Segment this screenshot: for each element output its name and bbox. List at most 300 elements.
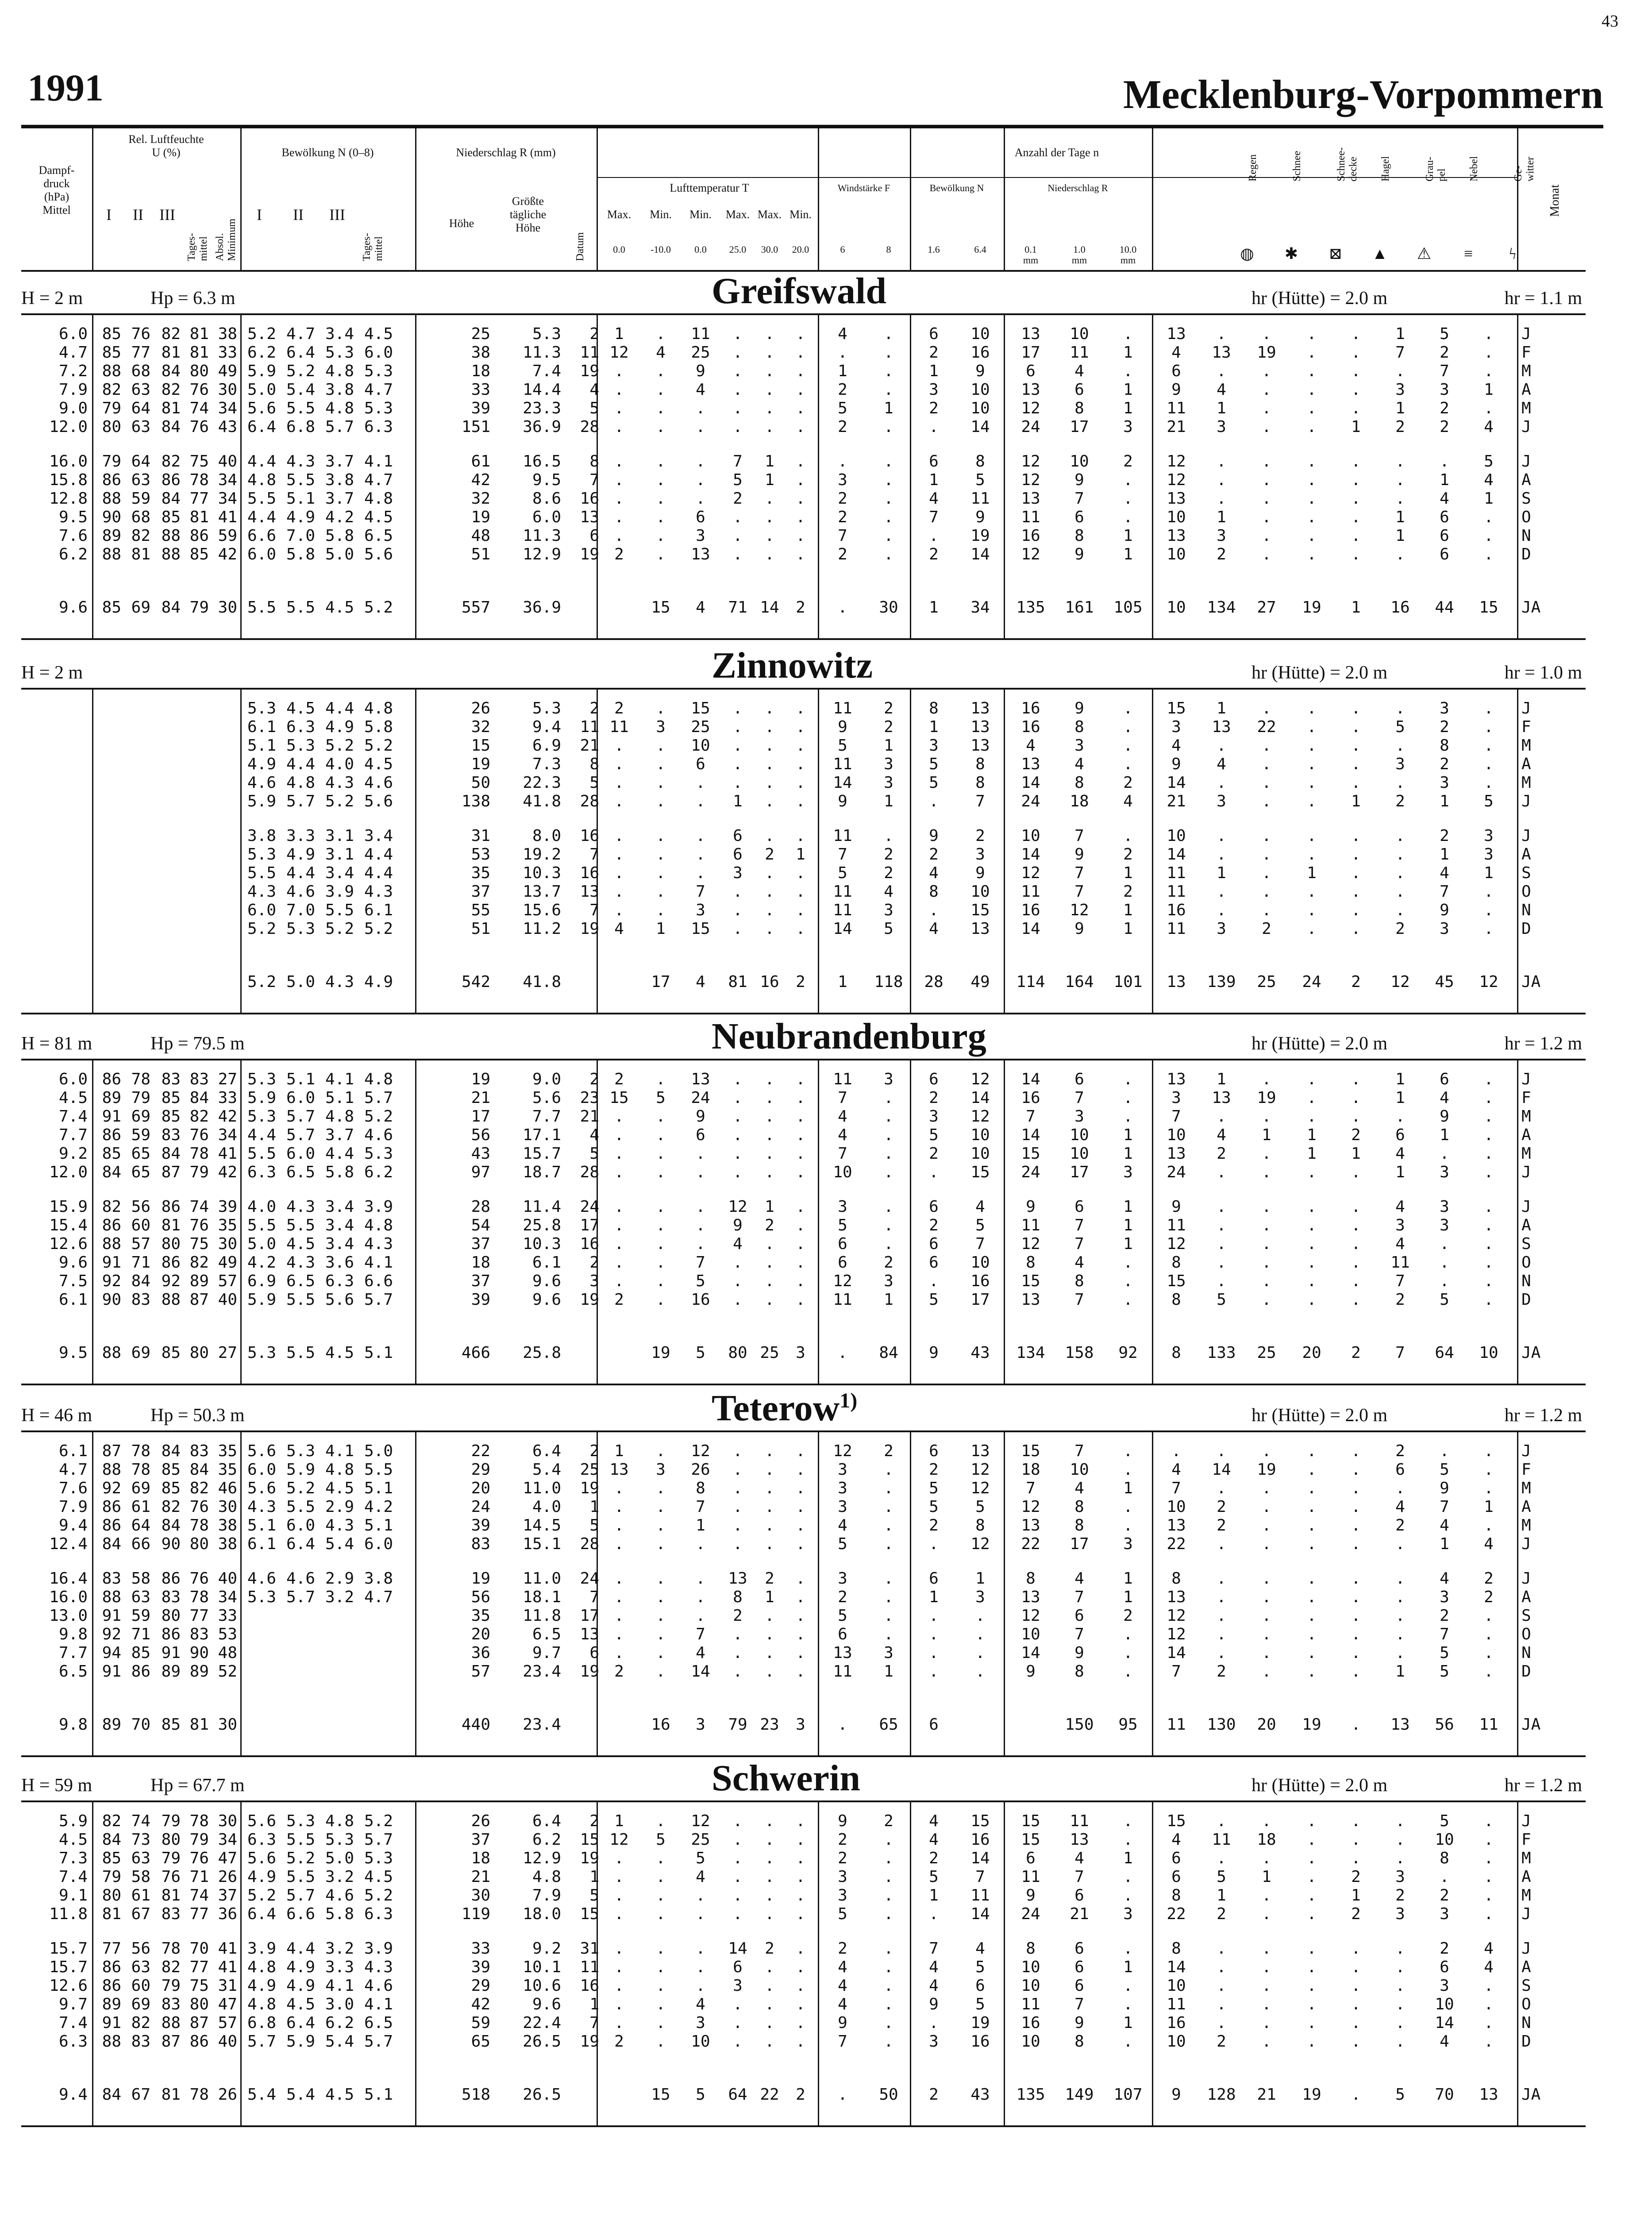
table-cell: 22.4 bbox=[523, 2014, 561, 2032]
table-cell: 1 bbox=[929, 1588, 939, 1606]
table-cell: 1 bbox=[1351, 792, 1361, 810]
station-section bbox=[21, 645, 1586, 1014]
table-cell: 2 bbox=[1217, 1145, 1226, 1163]
table-cell: 101 bbox=[1113, 973, 1143, 991]
table-cell: . bbox=[884, 1995, 893, 2013]
table-cell: 6.5 bbox=[532, 1625, 561, 1643]
table-cell: 13 bbox=[691, 545, 710, 563]
table-cell: . bbox=[765, 527, 774, 545]
table-cell: J bbox=[1521, 1442, 1531, 1460]
table-cell: . bbox=[765, 1958, 774, 1976]
station-name: Zinnowitz bbox=[712, 645, 873, 686]
table-cell: 73 bbox=[131, 1831, 150, 1849]
table-cell: 60 bbox=[131, 1216, 150, 1234]
table-cell: 8 bbox=[1074, 1272, 1084, 1290]
table-cell: 92 bbox=[102, 1479, 121, 1497]
table-cell: 35 bbox=[218, 1461, 237, 1479]
table-cell: 18.7 bbox=[523, 1163, 561, 1181]
table-cell: . bbox=[1123, 1662, 1133, 1681]
table-cell: 11 bbox=[833, 883, 852, 901]
table-cell bbox=[96, 920, 121, 938]
table-cell: . bbox=[614, 1107, 624, 1126]
table-cell: . bbox=[1307, 1107, 1317, 1126]
table-cell: M bbox=[1521, 774, 1531, 792]
table-cell: J bbox=[1521, 1939, 1531, 1958]
table-cell: 10 bbox=[1021, 1977, 1040, 1995]
table-cell: 61 bbox=[131, 1886, 150, 1905]
table-cell: 15 bbox=[691, 699, 710, 717]
graupel-icon: ⚠ bbox=[1417, 245, 1432, 262]
table-cell: 92 bbox=[161, 1272, 181, 1290]
table-cell: 2 bbox=[838, 381, 847, 399]
bewoelkung-header: Bewölkung N (0–8) bbox=[281, 146, 374, 159]
table-cell: . bbox=[796, 2014, 805, 2032]
table-cell: 85 bbox=[161, 1461, 181, 1479]
table-cell: 8 bbox=[1171, 1939, 1181, 1958]
table-cell: 1 bbox=[1262, 1126, 1271, 1144]
table-cell: 77 bbox=[131, 343, 150, 362]
table-cell: 75 bbox=[189, 452, 209, 470]
table-cell: J bbox=[1521, 452, 1531, 470]
table-cell: 22 bbox=[1257, 718, 1276, 736]
table-cell: 5.5 bbox=[247, 1216, 276, 1234]
table-cell: . bbox=[1307, 883, 1317, 901]
table-cell: 8 bbox=[929, 699, 939, 717]
table-cell: . bbox=[656, 490, 666, 508]
table-cell: 28 bbox=[580, 792, 599, 810]
table-cell: 6 bbox=[1440, 1958, 1449, 1976]
table-cell: M bbox=[1521, 1849, 1531, 1867]
table-cell: 5.3 bbox=[532, 699, 561, 717]
table-cell: 81 bbox=[189, 508, 209, 526]
table-cell: . bbox=[1262, 1535, 1271, 1553]
table-cell: 15 bbox=[1021, 1442, 1040, 1460]
table-cell: . bbox=[765, 901, 774, 919]
table-cell: J bbox=[1521, 1535, 1531, 1553]
table-cell bbox=[154, 718, 181, 736]
table-cell: 30 bbox=[471, 1886, 490, 1905]
station-table bbox=[21, 315, 1586, 640]
table-cell: 79 bbox=[728, 1716, 747, 1734]
table-cell: 13 bbox=[970, 1442, 990, 1460]
table-cell: . bbox=[796, 1479, 805, 1497]
table-cell: 7.9 bbox=[58, 381, 88, 399]
table-cell: 2 bbox=[589, 1812, 599, 1830]
table-cell: . bbox=[614, 508, 624, 526]
table-row bbox=[21, 1198, 1586, 1216]
table-cell bbox=[212, 792, 237, 811]
table-cell: 12 bbox=[1167, 1607, 1186, 1625]
table-cell: 65 bbox=[131, 1145, 150, 1163]
table-cell: 4 bbox=[1171, 1461, 1181, 1479]
table-cell: 5.3 bbox=[247, 1344, 276, 1362]
table-cell: 95 bbox=[1118, 1716, 1138, 1734]
table-cell: . bbox=[765, 2014, 774, 2032]
table-cell bbox=[96, 755, 121, 774]
table-cell: 14 bbox=[833, 774, 852, 792]
table-cell: 89 bbox=[102, 1089, 121, 1107]
table-cell: 90 bbox=[189, 1644, 209, 1662]
table-cell: 63 bbox=[131, 1588, 150, 1606]
table-cell: 59 bbox=[131, 490, 150, 508]
table-cell: 3 bbox=[884, 1070, 893, 1088]
table-cell: 6.4 bbox=[532, 1812, 561, 1830]
table-cell: 33 bbox=[218, 1089, 237, 1107]
table-cell: 3 bbox=[1484, 845, 1494, 864]
table-cell: 6.0 bbox=[364, 343, 393, 362]
table-cell: 3 bbox=[1217, 418, 1226, 436]
table-cell: 12 bbox=[1021, 452, 1040, 470]
table-cell: 5.5 bbox=[247, 598, 276, 617]
table-cell: 6.0 bbox=[58, 1070, 88, 1088]
table-cell: 5.8 bbox=[364, 718, 393, 736]
table-cell: . bbox=[1217, 1995, 1226, 2013]
table-cell: 5.5 bbox=[247, 1145, 276, 1163]
table-cell: 78 bbox=[189, 1516, 209, 1534]
table-cell: 2 bbox=[884, 845, 893, 864]
table-cell: 10 bbox=[1167, 1977, 1186, 1995]
header-rule bbox=[597, 177, 1517, 178]
table-cell: 2 bbox=[1123, 845, 1133, 864]
table-cell: . bbox=[1395, 1107, 1405, 1126]
table-cell: . bbox=[1262, 1070, 1271, 1088]
table-cell: 3 bbox=[884, 901, 893, 919]
table-cell: . bbox=[614, 471, 624, 489]
table-cell: 5.3 bbox=[364, 1145, 393, 1163]
table-cell: 6.5 bbox=[364, 2014, 393, 2032]
table-cell: . bbox=[656, 755, 666, 773]
table-cell: 3.4 bbox=[325, 1198, 354, 1216]
table-cell: . bbox=[656, 1145, 666, 1163]
table-cell: 3.7 bbox=[325, 1126, 354, 1144]
table-cell: 15.4 bbox=[49, 1216, 88, 1234]
table-cell: 1 bbox=[884, 399, 893, 417]
table-cell: 4 bbox=[589, 1126, 599, 1144]
table-cell: . bbox=[765, 1070, 774, 1088]
table-cell: 15 bbox=[1167, 699, 1186, 717]
table-cell: 4 bbox=[1074, 362, 1084, 380]
table-cell: . bbox=[765, 1849, 774, 1867]
table-cell: 12 bbox=[1390, 973, 1410, 991]
table-cell: 4.6 bbox=[286, 883, 315, 901]
table-row bbox=[21, 1442, 1586, 1461]
table-cell: 11 bbox=[833, 827, 852, 845]
table-cell: 14 bbox=[1021, 920, 1040, 938]
table-cell: 1 bbox=[1123, 1216, 1133, 1234]
table-cell: 6.3 bbox=[364, 1905, 393, 1923]
table-cell: . bbox=[765, 792, 774, 810]
table-cell: . bbox=[1351, 1958, 1361, 1976]
table-cell: 88 bbox=[161, 545, 181, 563]
table-cell: 24 bbox=[1021, 1905, 1040, 1923]
table-cell: 57 bbox=[131, 1235, 150, 1253]
table-cell: 26.5 bbox=[523, 2086, 561, 2104]
table-cell: . bbox=[1395, 490, 1405, 508]
table-cell: 6.0 bbox=[247, 545, 276, 563]
table-cell bbox=[243, 1662, 276, 1681]
table-cell: 19 bbox=[471, 755, 490, 773]
table-cell: 84 bbox=[189, 1089, 209, 1107]
table-cell: 7 bbox=[838, 527, 847, 545]
table-cell: 83 bbox=[189, 1442, 209, 1460]
table-cell: 19 bbox=[1257, 343, 1276, 362]
table-row bbox=[21, 1498, 1586, 1516]
table-cell: 18 bbox=[1021, 1461, 1040, 1479]
table-cell: 6 bbox=[975, 1977, 985, 1995]
table-cell: . bbox=[884, 1958, 893, 1976]
table-cell: 13 bbox=[580, 508, 599, 526]
table-cell bbox=[212, 755, 237, 774]
table-cell: 1 bbox=[589, 1498, 599, 1516]
table-cell: 4.5 bbox=[58, 1089, 88, 1107]
table-cell: 3 bbox=[1171, 718, 1181, 736]
table-cell: 3 bbox=[929, 736, 939, 755]
table-cell: 2 bbox=[929, 1461, 939, 1479]
table-cell: . bbox=[765, 1831, 774, 1849]
table-cell: 15 bbox=[471, 736, 490, 755]
table-cell: . bbox=[1307, 755, 1317, 773]
table-cell: O bbox=[1521, 508, 1531, 526]
table-cell: 84 bbox=[161, 418, 181, 436]
table-cell: 3.7 bbox=[325, 490, 354, 508]
table-cell: 107 bbox=[1113, 2086, 1143, 2104]
table-cell: 59 bbox=[218, 527, 237, 545]
table-cell: 3 bbox=[696, 1716, 705, 1734]
table-cell: 8 bbox=[1171, 1886, 1181, 1905]
table-cell: 20 bbox=[1302, 1344, 1321, 1362]
table-cell: 8 bbox=[929, 883, 939, 901]
table-cell: 7.4 bbox=[58, 1107, 88, 1126]
table-cell: 9 bbox=[1026, 1886, 1036, 1905]
table-cell bbox=[126, 736, 150, 755]
table-cell: 4 bbox=[1217, 381, 1226, 399]
gauge-height: hr = 1.2 m bbox=[1504, 1405, 1582, 1426]
table-cell: . bbox=[1217, 774, 1226, 792]
table-cell: 6 bbox=[1171, 1868, 1181, 1886]
table-cell: 6.0 bbox=[286, 1089, 315, 1107]
table-cell: . bbox=[1217, 1849, 1226, 1867]
table-cell: . bbox=[1262, 1498, 1271, 1516]
table-cell: 86 bbox=[102, 1216, 121, 1234]
table-cell: . bbox=[1262, 1886, 1271, 1905]
table-cell: 59 bbox=[131, 1607, 150, 1625]
table-cell: . bbox=[614, 1977, 624, 1995]
table-cell: 71 bbox=[131, 1253, 150, 1272]
table-cell: . bbox=[696, 490, 705, 508]
table-cell: 4.7 bbox=[286, 325, 315, 343]
table-cell: . bbox=[1484, 1886, 1494, 1905]
table-row bbox=[21, 1145, 1586, 1163]
table-cell: 88 bbox=[102, 1344, 121, 1362]
table-cell: 86 bbox=[102, 1498, 121, 1516]
table-cell: 17 bbox=[651, 973, 670, 991]
table-cell: . bbox=[1262, 1812, 1271, 1830]
table-cell: 4.3 bbox=[286, 1198, 315, 1216]
table-cell: 15.7 bbox=[523, 1145, 561, 1163]
table-cell: 4 bbox=[838, 1995, 847, 2013]
table-cell: 1 bbox=[1123, 1198, 1133, 1216]
table-cell: . bbox=[1484, 1644, 1494, 1662]
header-column-divider bbox=[910, 128, 911, 270]
table-cell: . bbox=[1351, 1272, 1361, 1290]
table-cell: 5.9 bbox=[286, 1461, 315, 1479]
table-cell: 9.4 bbox=[58, 1516, 88, 1534]
table-cell: 30 bbox=[218, 1235, 237, 1253]
table-cell: . bbox=[1307, 1886, 1317, 1905]
table-cell: . bbox=[1351, 736, 1361, 755]
table-cell: . bbox=[796, 508, 805, 526]
table-cell: 75 bbox=[189, 1235, 209, 1253]
table-cell: 9 bbox=[838, 1812, 847, 1830]
table-cell: 2 bbox=[884, 864, 893, 882]
table-cell: 4 bbox=[696, 1868, 705, 1886]
table-cell: 13 bbox=[1167, 1516, 1186, 1534]
table-cell: . bbox=[838, 2086, 847, 2104]
table-cell: . bbox=[1262, 418, 1271, 436]
max2-header: Max. bbox=[725, 208, 750, 221]
table-row bbox=[21, 471, 1586, 490]
table-cell bbox=[126, 883, 150, 901]
table-cell: . bbox=[796, 1995, 805, 2013]
table-cell bbox=[126, 827, 150, 845]
table-cell: . bbox=[1395, 1644, 1405, 1662]
table-cell: 4 bbox=[1074, 1253, 1084, 1272]
table-cell: 74 bbox=[131, 1812, 150, 1830]
table-cell: . bbox=[656, 2032, 666, 2051]
table-cell: 6.3 bbox=[58, 2032, 88, 2051]
table-cell: 4.4 bbox=[286, 864, 315, 882]
table-cell: F bbox=[1521, 718, 1531, 736]
table-cell: . bbox=[796, 471, 805, 489]
table-cell: . bbox=[656, 1886, 666, 1905]
table-cell: 64 bbox=[131, 452, 150, 470]
table-cell: 25 bbox=[580, 1461, 599, 1479]
table-cell: 27 bbox=[218, 1070, 237, 1088]
table-cell: 85 bbox=[161, 1089, 181, 1107]
table-cell: . bbox=[765, 1535, 774, 1553]
table-cell: 2 bbox=[614, 1291, 624, 1309]
table-cell: 5.3 bbox=[247, 1070, 276, 1088]
table-cell: 5 bbox=[929, 1498, 939, 1516]
table-cell: 39 bbox=[471, 1291, 490, 1309]
table-cell: 5 bbox=[929, 774, 939, 792]
table-cell: 3 bbox=[838, 1868, 847, 1886]
table-cell: . bbox=[656, 1235, 666, 1253]
table-cell: 4.1 bbox=[364, 1253, 393, 1272]
table-cell: 30 bbox=[218, 381, 237, 399]
table-cell: 30 bbox=[218, 1812, 237, 1830]
table-row bbox=[21, 1625, 1586, 1644]
table-cell: . bbox=[1262, 527, 1271, 545]
table-cell: 114 bbox=[1016, 973, 1045, 991]
table-cell: 3 bbox=[884, 1644, 893, 1662]
table-cell: . bbox=[796, 699, 805, 717]
table-cell: . bbox=[614, 1498, 624, 1516]
table-cell: . bbox=[1262, 755, 1271, 773]
table-cell: 88 bbox=[161, 527, 181, 545]
table-cell: 150 bbox=[1065, 1716, 1094, 1734]
table-cell: 41 bbox=[218, 508, 237, 526]
table-cell: 8 bbox=[1171, 1344, 1181, 1362]
table-cell bbox=[21, 901, 88, 920]
table-cell: 82 bbox=[161, 1958, 181, 1976]
table-cell: . bbox=[656, 1849, 666, 1867]
table-cell: 4.9 bbox=[247, 755, 276, 773]
table-cell: 5.8 bbox=[325, 1905, 354, 1923]
table-cell: 34 bbox=[218, 1831, 237, 1849]
table-cell: . bbox=[1440, 1145, 1449, 1163]
table-cell: 7 bbox=[1074, 1216, 1084, 1234]
table-cell: 4.6 bbox=[286, 1569, 315, 1588]
table-cell: 133 bbox=[1207, 1344, 1236, 1362]
table-cell: . bbox=[765, 490, 774, 508]
table-cell: 6.1 bbox=[247, 718, 276, 736]
table-cell: 3 bbox=[838, 1569, 847, 1588]
table-cell: 3.4 bbox=[364, 827, 393, 845]
table-cell: 14 bbox=[833, 920, 852, 938]
table-cell: 466 bbox=[461, 1344, 490, 1362]
table-cell: 21 bbox=[471, 1089, 490, 1107]
table-cell: 13 bbox=[1212, 1089, 1231, 1107]
table-cell: 6.0 bbox=[532, 508, 561, 526]
table-cell: . bbox=[1351, 1198, 1361, 1216]
table-cell: . bbox=[614, 1516, 624, 1534]
table-cell: 38 bbox=[218, 325, 237, 343]
min-header: Min. bbox=[650, 208, 672, 221]
table-cell bbox=[212, 774, 237, 792]
table-cell: 5.1 bbox=[364, 1516, 393, 1534]
table-cell: 1 bbox=[733, 792, 743, 810]
table-cell bbox=[359, 1716, 393, 1734]
table-cell: 25 bbox=[691, 1831, 710, 1849]
table-row bbox=[21, 1235, 1586, 1253]
table-cell: 34 bbox=[970, 598, 990, 617]
table-cell: 1 bbox=[1217, 1886, 1226, 1905]
table-cell: . bbox=[884, 1145, 893, 1163]
table-cell: . bbox=[733, 920, 743, 938]
table-cell: 12.9 bbox=[523, 545, 561, 563]
table-cell: 4.3 bbox=[325, 973, 354, 991]
table-cell: 85 bbox=[102, 325, 121, 343]
table-cell: J bbox=[1521, 1070, 1531, 1088]
table-cell: 12 bbox=[1167, 471, 1186, 489]
threshold-label: 6.4 bbox=[974, 244, 986, 255]
table-cell: 5 bbox=[696, 1272, 705, 1290]
table-cell: 22 bbox=[1167, 1905, 1186, 1923]
table-cell: 21 bbox=[1257, 2086, 1276, 2104]
table-cell: . bbox=[1484, 1812, 1494, 1830]
table-cell: . bbox=[796, 1253, 805, 1272]
table-cell: . bbox=[1484, 1163, 1494, 1181]
table-cell: 5.2 bbox=[286, 362, 315, 380]
table-cell: 85 bbox=[102, 1145, 121, 1163]
table-cell: . bbox=[1262, 1163, 1271, 1181]
table-cell: . bbox=[796, 718, 805, 736]
table-cell: 88 bbox=[102, 2032, 121, 2051]
table-cell: 9 bbox=[929, 1344, 939, 1362]
table-cell: 2 bbox=[838, 508, 847, 526]
table-cell: . bbox=[656, 1995, 666, 2013]
table-cell: 3 bbox=[1074, 1107, 1084, 1126]
table-cell: 6 bbox=[929, 452, 939, 470]
table-cell: 31 bbox=[471, 827, 490, 845]
table-cell: 9.7 bbox=[58, 1995, 88, 2013]
table-cell: 6.6 bbox=[364, 1272, 393, 1290]
table-cell: 43 bbox=[471, 1145, 490, 1163]
table-cell: 8 bbox=[1074, 718, 1084, 736]
table-cell: 48 bbox=[218, 1644, 237, 1662]
table-cell: 3.7 bbox=[325, 452, 354, 470]
